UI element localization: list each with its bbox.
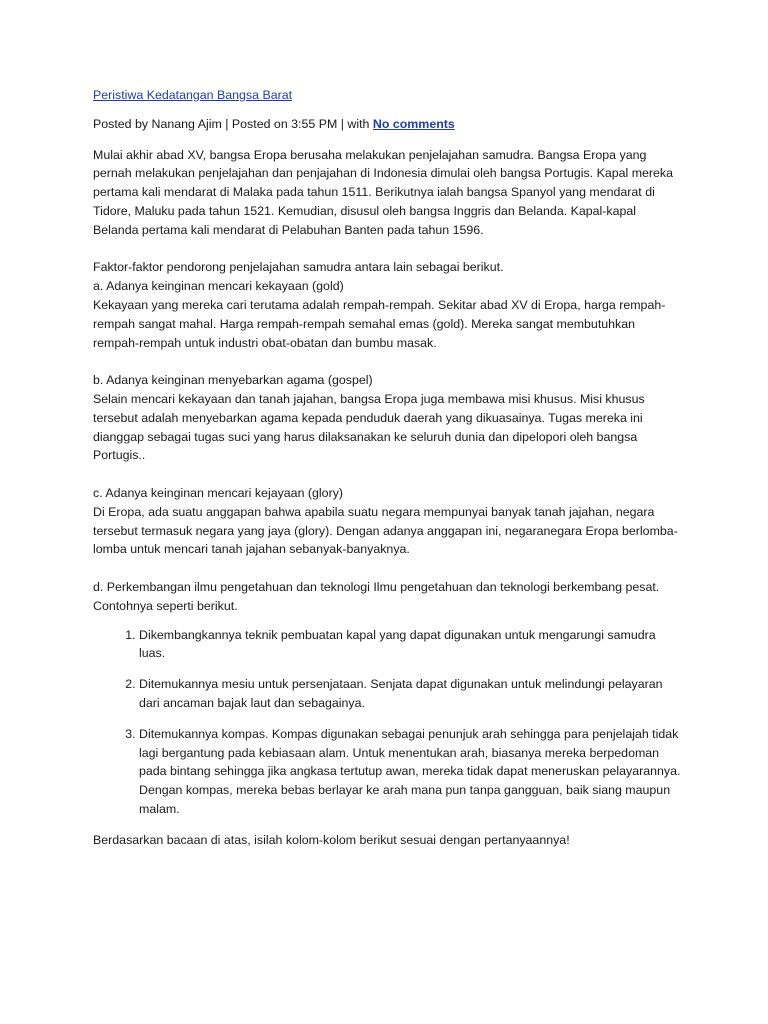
factors-section-c bbox=[93, 484, 683, 559]
factors-intro: Faktor-faktor pendorong penjelajahan samudra antara lain sebagai berikut. bbox=[93, 260, 504, 275]
intro-paragraph: Mulai akhir abad XV, bangsa Eropa berusaha melakukan penjelajahan samudra. Bangsa Eropa yang pernah melakukan penjelajahan dan penjajahan di Indonesia dimulai oleh bangsa Portugis. Kapal mereka pertama kali mendarat di Malaka pada tahun 1511. Berikutnya ialah bangsa Spanyol yang mendarat di Tidore, Maluku pada tahun 1521. Kemudian, disusul oleh bangsa Inggris dan Belanda. Kapal-kapal Belanda pertama kali mendarat di Pelabuhan Banten pada tahun 1596. bbox=[93, 147, 674, 237]
factor-c-body: Di Eropa, ada suatu anggapan bahwa apabila suatu negara mempunyai banyak tanah jajahan, negara tersebut termasuk negara yang jaya (glory). Dengan adanya anggapan ini, negaranegara Eropa berlomba-lomba untuk mencari tanah jajahan sebanyak-banyaknya. bbox=[93, 504, 678, 557]
factor-d-body: d. Perkembangan ilmu pengetahuan dan teknologi Ilmu pengetahuan dan teknologi berkembang pesat. Contohnya seperti berikut. bbox=[93, 579, 660, 613]
article-title-link[interactable]: Peristiwa Kedatangan Bangsa Barat bbox=[93, 88, 293, 102]
factors-section-b bbox=[93, 371, 683, 465]
factor-c-heading: c. Adanya keinginan mencari kejayaan (glory) bbox=[93, 485, 344, 500]
list-item: 2. Ditemukannya mesiu untuk persenjataan. Senjata dapat digunakan untuk melindungi pelayaran dari ancaman bajak laut dan sebagainya. bbox=[139, 675, 683, 713]
list-item: 3. Ditemukannya kompas. Kompas digunakan sebagai penunjuk arah sehingga para penjelajah tidak lagi bergantung pada kebiasaan alam. Untuk menentukan arah, biasanya mereka berpedoman pada bintang sehingga jika angkasa tertutup awan, mereka tidak dapat meneruskan pelayarannya. Dengan kompas, mereka bebas berlayar ke arah mana pun tanpa gangguan, baik siang maupun malam. bbox=[139, 725, 683, 819]
inventions-list bbox=[93, 626, 683, 819]
factors-section-a bbox=[93, 258, 683, 352]
closing-instruction: Berdasarkan bacaan di atas, isilah kolom-kolom berikut sesuai dengan pertanyaannya! bbox=[93, 832, 570, 847]
byline bbox=[93, 115, 683, 134]
document-page bbox=[93, 86, 683, 849]
factor-a-heading: a. Adanya keinginan mencari kekayaan (gold) bbox=[93, 279, 344, 294]
no-comments-link[interactable]: No comments bbox=[372, 116, 455, 131]
factor-b-heading: b. Adanya keinginan menyebarkan agama (gospel) bbox=[93, 373, 373, 388]
list-item: 1. Dikembangkannya teknik pembuatan kapal yang dapat digunakan untuk mengarungi samudra luas. bbox=[139, 626, 683, 664]
factor-b-body: Selain mencari kekayaan dan tanah jajahan, bangsa Eropa juga membawa misi khusus. Misi khusus tersebut adalah menyebarkan agama kepada penduduk daerah yang dikuasainya. Tugas mereka ini dianggap sebagai tugas suci yang harus dilaksanakan ke seluruh dunia dan dipelopori oleh bangsa Portugis.. bbox=[93, 391, 645, 463]
factor-a-body: Kekayaan yang mereka cari terutama adalah rempah-rempah. Sekitar abad XV di Eropa, harga rempah-rempah sangat mahal. Harga rempah-rempah semahal emas (gold). Mereka sangat membutuhkan rempah-rempah untuk industri obat-obatan dan bumbu masak. bbox=[93, 297, 666, 350]
byline-text: Posted by Nanang Ajim | Posted on 3:55 PM | with bbox=[93, 116, 373, 131]
